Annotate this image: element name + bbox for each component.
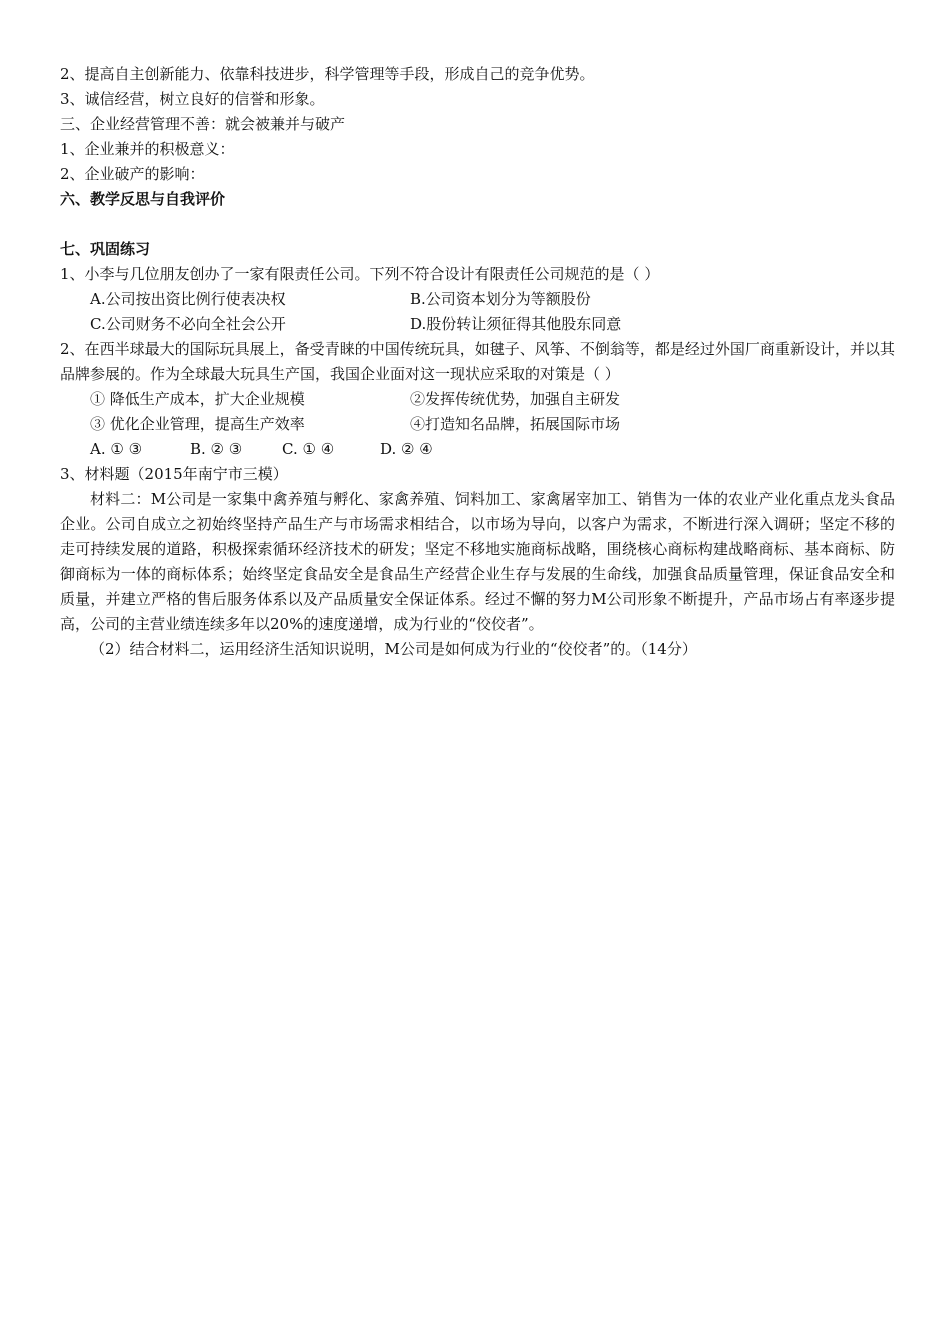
text-line-3: 3、诚信经营，树立良好的信誉和形象。 — [60, 90, 325, 108]
question-1-options-row-1 — [60, 287, 895, 312]
option-d: D.股份转让须征得其他股东同意 — [410, 315, 622, 333]
question-2-choices-row-1 — [60, 387, 895, 412]
question-2-stem: 2、在西半球最大的国际玩具展上，备受青睐的中国传统玩具，如毽子、风筝、不倒翁等，都是经过外国厂商重新设计，并以其品牌参展的。作为全球最大玩具生产国，我国企业面对这一现状应采取的对策是（ ） — [60, 340, 895, 383]
choice-4: ④打造知名品牌，拓展国际市场 — [410, 415, 621, 433]
text-line-2: 2、提高自主创新能力、依靠科技进步，科学管理等手段，形成自己的竞争优势。 — [60, 65, 595, 83]
question-2-choices-row-2 — [60, 412, 895, 437]
option-c: C.公司财务不必向全社会公开 — [90, 315, 286, 333]
section-heading-seven: 七、巩固练习 — [60, 240, 151, 258]
option-a: A.公司按出资比例行使表决权 — [90, 290, 286, 308]
material-two-paragraph: 材料二：M公司是一家集中禽养殖与孵化、家禽养殖、饲料加工、家禽屠宰加工、销售为一体的农业产业化重点龙头食品企业。公司自成立之初始终坚持产品生产与市场需求相结合，以市场为导向，以客户为需求，不断进行深入调研；坚定不移的走可持续发展的道路，积极探索循环经济技术的研发；坚定不移地实施商标战略，围绕核心商标构建战略商标、基本商标、防御商标为一体的商标体系；始终坚定食品安全是食品生产经营企业生存与发展的生命线，加强食品质量管理，保证食品安全和质量，并建立严格的售后服务体系以及产品质量安全保证体系。经过不懈的努力M公司形象不断提升，产品市场占有率逐步提高，公司的主营业绩连续多年以20%的速度递增，成为行业的“佼佼者”。 — [60, 490, 895, 633]
choice-1: ① 降低生产成本，扩大企业规模 — [90, 390, 305, 408]
question-1-options-row-2 — [60, 312, 895, 337]
document-page — [60, 62, 895, 662]
section-heading-six: 六、教学反思与自我评价 — [60, 190, 226, 208]
answer-b: B. ② ③ — [190, 440, 243, 458]
answer-d: D. ② ④ — [380, 440, 433, 458]
blank-gap — [60, 212, 895, 237]
text-item-1: 1、企业兼并的积极意义： — [60, 140, 235, 158]
answer-a: A. ① ③ — [90, 440, 143, 458]
choice-2: ②发挥传统优势，加强自主研发 — [410, 390, 621, 408]
question-3-stem: 3、材料题（2015年南宁市三模） — [60, 465, 288, 483]
option-b: B.公司资本划分为等额股份 — [410, 290, 591, 308]
answer-c: C. ① ④ — [282, 440, 335, 458]
question-2-answers — [60, 437, 895, 462]
subheading-three: 三、企业经营管理不善：就会被兼并与破产 — [60, 115, 346, 133]
question-3-subquestion-2: （2）结合材料二，运用经济生活知识说明，M公司是如何成为行业的“佼佼者”的。（14分） — [90, 640, 697, 658]
choice-3: ③ 优化企业管理，提高生产效率 — [90, 415, 305, 433]
question-1-stem: 1、小李与几位朋友创办了一家有限责任公司。下列不符合设计有限责任公司规范的是（ ） — [60, 265, 660, 283]
text-item-2: 2、企业破产的影响： — [60, 165, 205, 183]
